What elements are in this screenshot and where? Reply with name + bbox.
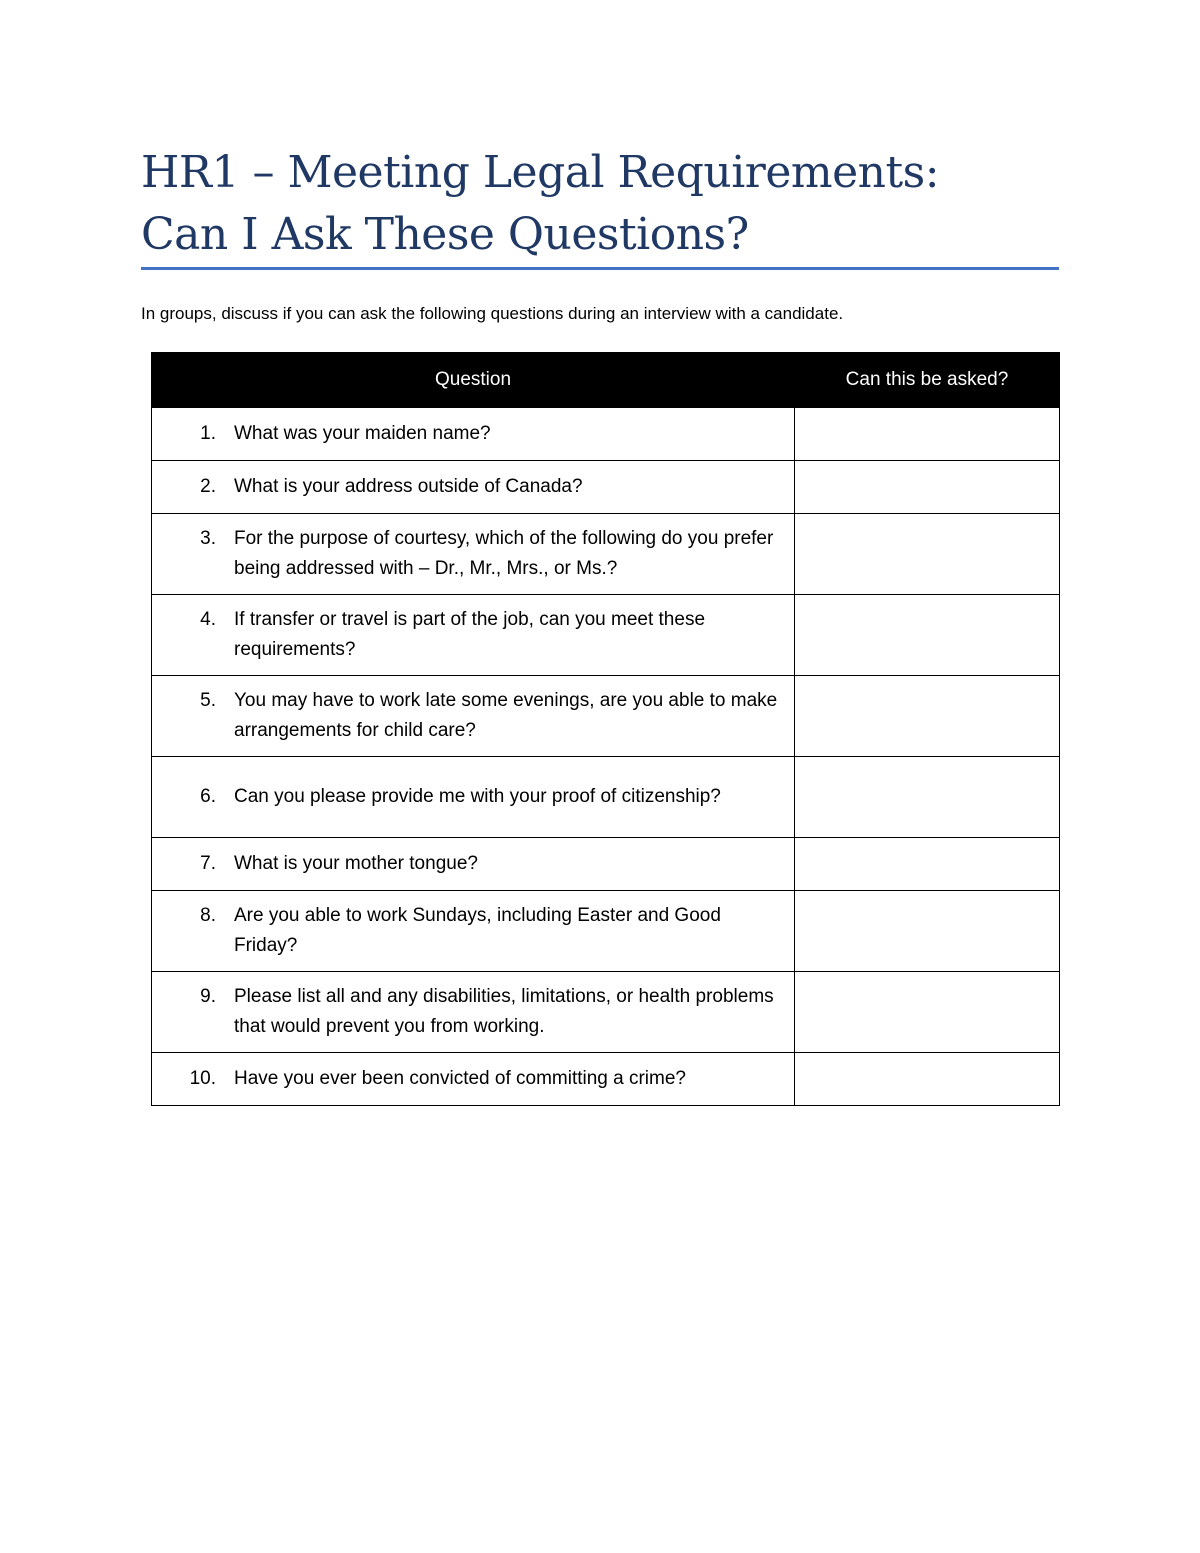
intro-instructions: In groups, discuss if you can ask the following questions during an interview with a candidate. — [141, 304, 844, 323]
question-number: 8. — [200, 905, 216, 926]
question-text: If transfer or travel is part of the job, can you meet these requirements? — [234, 609, 706, 660]
table-header-row — [152, 353, 1060, 408]
question-text: Are you able to work Sundays, including Easter and Good Friday? — [234, 905, 721, 956]
question-cell — [152, 838, 795, 891]
table-row — [152, 1053, 1060, 1106]
table-row — [152, 757, 1060, 838]
question-cell — [152, 1053, 795, 1106]
question-number: 6. — [200, 786, 216, 807]
answer-cell[interactable] — [795, 408, 1060, 461]
answer-cell[interactable] — [795, 972, 1060, 1053]
question-number: 5. — [200, 690, 216, 711]
table-row — [152, 514, 1060, 595]
question-text: You may have to work late some evenings, are you able to make arrangements for child care? — [234, 690, 778, 741]
answer-cell[interactable] — [795, 1053, 1060, 1106]
table-row — [152, 461, 1060, 514]
question-cell — [152, 408, 795, 461]
question-cell — [152, 676, 795, 757]
question-cell — [152, 891, 795, 972]
table-row — [152, 676, 1060, 757]
table-row — [152, 838, 1060, 891]
answer-cell[interactable] — [795, 838, 1060, 891]
question-number: 1. — [200, 423, 216, 444]
table-row — [152, 972, 1060, 1053]
table-row — [152, 595, 1060, 676]
header-can-this-be-asked: Can this be asked? — [795, 353, 1060, 408]
title-underline-rule — [141, 267, 1059, 270]
question-number: 3. — [200, 528, 216, 549]
question-number: 7. — [200, 853, 216, 874]
question-text: What is your mother tongue? — [234, 853, 478, 874]
question-text: Have you ever been convicted of committing a crime? — [234, 1068, 686, 1089]
answer-cell[interactable] — [795, 595, 1060, 676]
page-title — [141, 142, 1059, 266]
header-question: Question — [152, 353, 795, 408]
answer-cell[interactable] — [795, 461, 1060, 514]
question-text: Please list all and any disabilities, limitations, or health problems that would prevent you from working. — [234, 986, 774, 1037]
question-text: For the purpose of courtesy, which of the following do you prefer being addressed with – Dr., Mr., Mrs., or Ms.? — [234, 528, 774, 579]
question-text: What was your maiden name? — [234, 423, 491, 444]
table-row — [152, 891, 1060, 972]
question-text: Can you please provide me with your proof of citizenship? — [234, 786, 721, 807]
question-number: 10. — [189, 1068, 216, 1089]
question-cell — [152, 595, 795, 676]
answer-cell[interactable] — [795, 514, 1060, 595]
question-cell — [152, 514, 795, 595]
answer-cell[interactable] — [795, 891, 1060, 972]
question-cell — [152, 972, 795, 1053]
question-cell — [152, 461, 795, 514]
question-text: What is your address outside of Canada? — [234, 476, 583, 497]
title-line-1: HR1 – Meeting Legal Requirements: — [141, 147, 940, 198]
question-number: 4. — [200, 609, 216, 630]
question-number: 9. — [200, 986, 216, 1007]
answer-cell[interactable] — [795, 757, 1060, 838]
title-line-2: Can I Ask These Questions? — [141, 209, 749, 260]
table-row — [152, 408, 1060, 461]
answer-cell[interactable] — [795, 676, 1060, 757]
questions-table — [151, 352, 1060, 1106]
question-cell — [152, 757, 795, 838]
question-number: 2. — [200, 476, 216, 497]
